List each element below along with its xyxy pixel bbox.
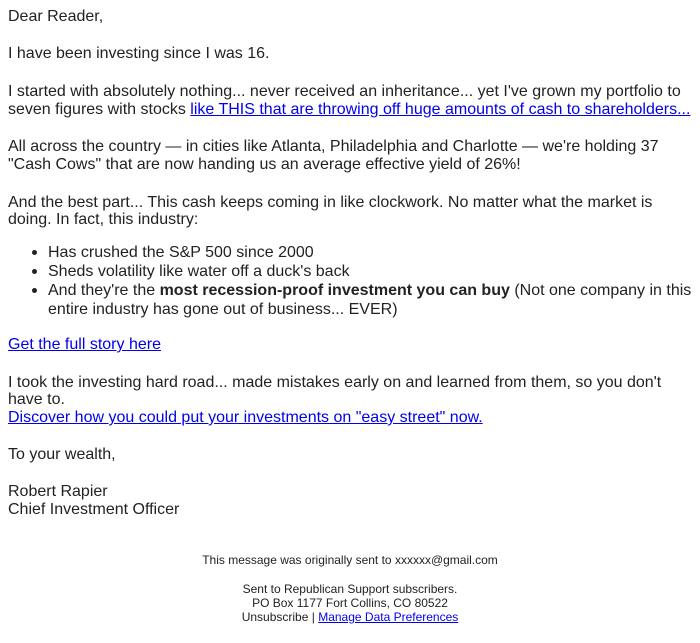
- list-item-text-pre: And they're the: [48, 282, 160, 299]
- paragraph-hard-road-line2: have to.: [8, 391, 65, 408]
- paragraph-hard-road-line1: I took the investing hard road... made mistakes early on and learned from them, so you don't: [8, 374, 662, 391]
- paragraph-cities-line1: All across the country — in cities like Atlanta, Philadelphia and Charlotte — we're holding 37: [8, 138, 659, 155]
- bullet-icon: [32, 288, 37, 293]
- paragraph-started-line2: [8, 100, 690, 119]
- paragraph-started-text: seven figures with stocks: [8, 101, 191, 118]
- footer-address: PO Box 1177 Fort Collins, CO 80522: [252, 596, 448, 610]
- signature-name: Robert Rapier: [8, 483, 108, 500]
- manage-preferences-link[interactable]: Manage Data Preferences: [318, 610, 459, 624]
- cash-shareholders-link[interactable]: like THIS that are throwing off huge amounts of cash to shareholders...: [190, 101, 691, 118]
- list-item: [8, 281, 691, 300]
- list-item-text-bold: most recession-proof investment you can buy: [159, 282, 510, 299]
- unsubscribe-text[interactable]: Unsubscribe: [241, 610, 309, 624]
- benefits-list: [8, 243, 691, 319]
- list-item-text: entire industry has gone out of business... EVER): [48, 301, 398, 318]
- paragraph-started-line1: I started with absolutely nothing... never received an inheritance... yet I've grown my portfolio to: [8, 83, 681, 100]
- list-item-text: Sheds volatility like water off a duck's back: [48, 263, 350, 280]
- easy-street-link[interactable]: Discover how you could put your investments on "easy street" now.: [8, 409, 483, 426]
- easy-street-line: [8, 408, 483, 427]
- bullet-icon: [32, 250, 37, 255]
- footer-links: [0, 610, 700, 625]
- closing: To your wealth,: [8, 446, 116, 463]
- list-item: [8, 262, 691, 281]
- full-story-line: [8, 335, 161, 354]
- list-item: [8, 243, 691, 262]
- full-story-link[interactable]: Get the full story here: [8, 336, 161, 353]
- footer-subscribers: Sent to Republican Support subscribers.: [242, 582, 458, 596]
- greeting: Dear Reader,: [8, 8, 104, 25]
- footer-sent-to: This message was originally sent to xxxxxx@gmail.com: [202, 553, 498, 567]
- paragraph-investing-since: I have been investing since I was 16.: [8, 45, 270, 62]
- paragraph-best-part-line2: doing. In fact, this industry:: [8, 211, 199, 228]
- list-item-text-post: (Not one company in this: [509, 282, 692, 299]
- footer-separator: |: [308, 610, 319, 624]
- list-item-text: Has crushed the S&P 500 since 2000: [48, 244, 314, 261]
- bullet-icon: [32, 269, 37, 274]
- paragraph-cities-line2: "Cash Cows" that are now handing us an average effective yield of 26%!: [8, 156, 521, 173]
- paragraph-best-part-line1: And the best part... This cash keeps coming in like clockwork. No matter what the market is: [8, 194, 653, 211]
- list-item-continuation: [8, 300, 691, 319]
- signature-title: Chief Investment Officer: [8, 501, 180, 518]
